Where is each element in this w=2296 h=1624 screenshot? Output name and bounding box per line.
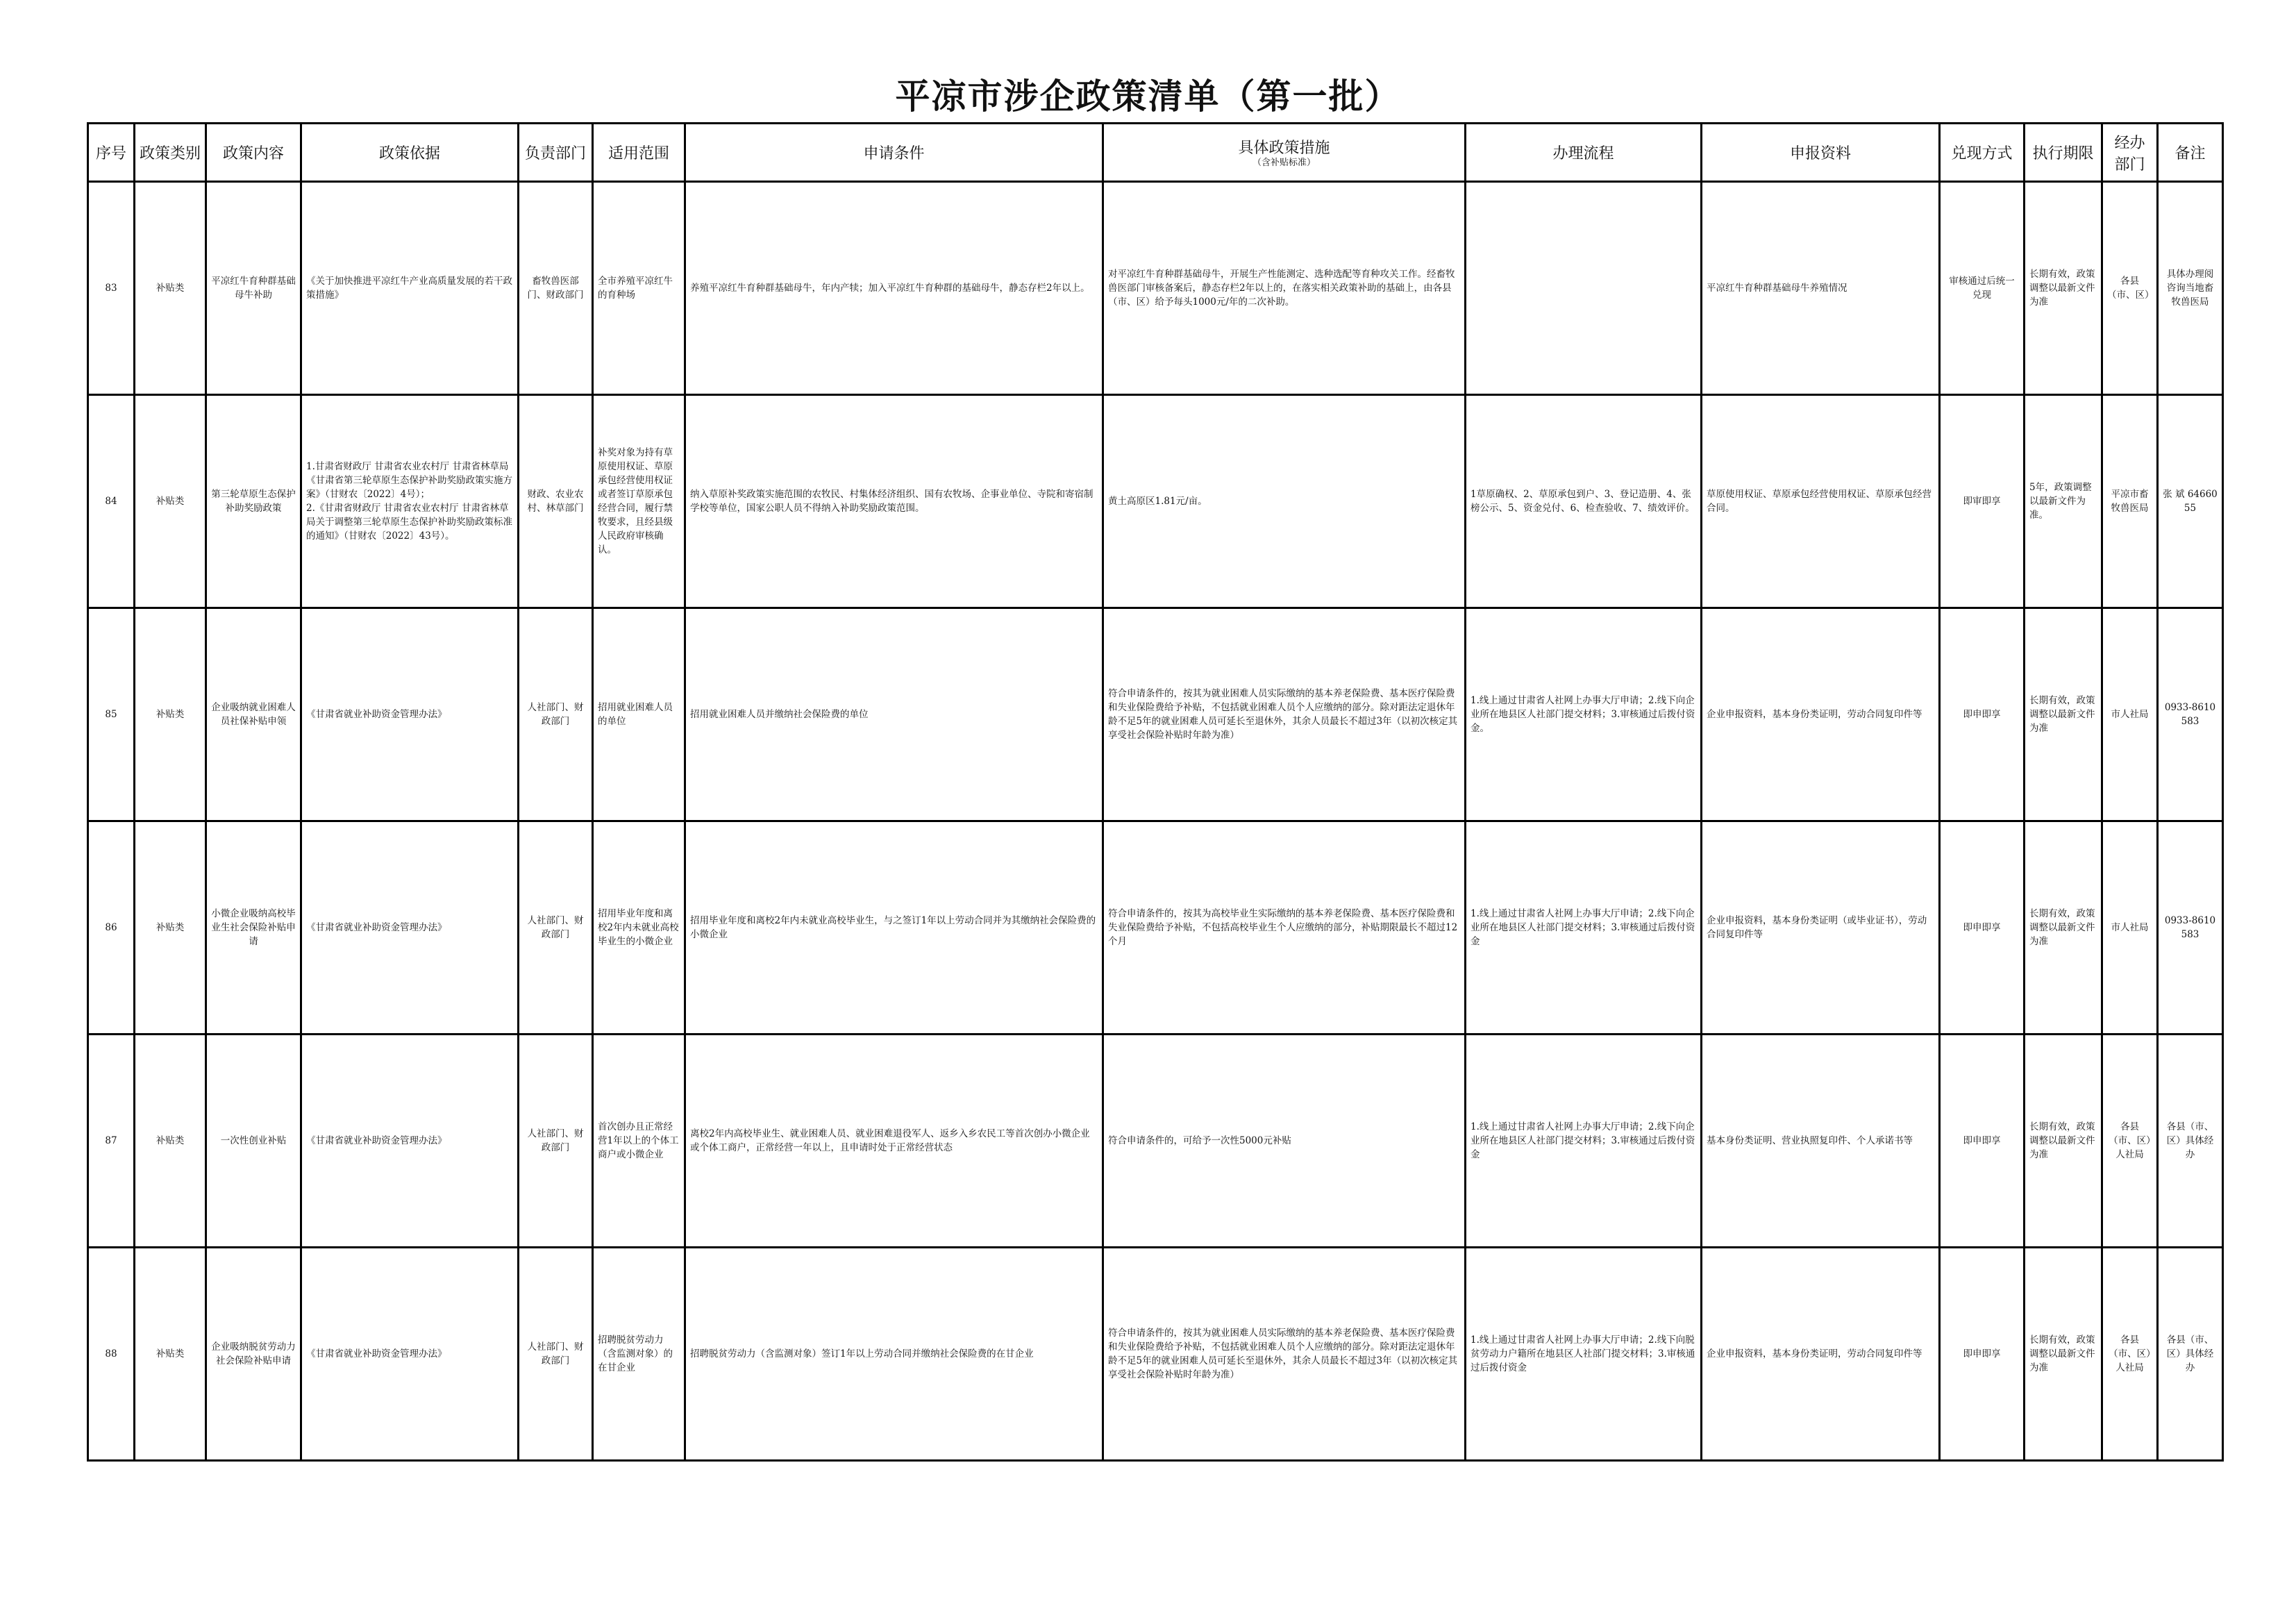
cell-content: 一次性创业补贴 — [206, 1035, 301, 1248]
cell-method: 即申即享 — [1940, 1248, 2025, 1461]
cell-conditions: 招聘脱贫劳动力（含监测对象）签订1年以上劳动合同并缴纳社会保险费的在甘企业 — [685, 1248, 1103, 1461]
cell-content: 企业吸纳就业困难人员社保补贴申领 — [206, 608, 301, 821]
cell-measures: 符合申请条件的，按其为高校毕业生实际缴纳的基本养老保险费、基本医疗保险费和失业保险费给予补贴，不包括高校毕业生个人应缴纳的部分，补贴期限最长不超过12个月 — [1103, 821, 1466, 1035]
cell-category: 补贴类 — [135, 1035, 206, 1248]
header-measures-label: 具体政策措施 — [1238, 140, 1330, 157]
cell-handler: 各县（市、区）人社局 — [2102, 1248, 2158, 1461]
cell-process: 1.线上通过甘肃省人社网上办事大厅申请；2.线下向企业所在地县区人社部门提交材料；3.审核通过后拨付资金。 — [1466, 608, 1702, 821]
cell-process: 1草原确权、2、草原承包到户、3、登记造册、4、张榜公示、5、资金兑付、6、检查验收、7、绩效评价。 — [1466, 395, 1702, 608]
header-materials: 申报资料 — [1702, 124, 1940, 182]
cell-materials: 基本身份类证明、营业执照复印件、个人承诺书等 — [1702, 1035, 1940, 1248]
cell-remark: 具体办理阅咨询当地畜牧兽医局 — [2158, 182, 2223, 395]
cell-category: 补贴类 — [135, 182, 206, 395]
cell-measures: 对平凉红牛育种群基础母牛，开展生产性能测定、选种选配等育种攻关工作。经畜牧兽医部门审核备案后，静态存栏2年以上的，在落实相关政策补助的基础上，由各县（市、区）给予每头1000元/年的二次补助。 — [1103, 182, 1466, 395]
cell-method: 即申即享 — [1940, 821, 2025, 1035]
cell-materials: 企业申报资料，基本身份类证明，劳动合同复印件等 — [1702, 608, 1940, 821]
header-conditions: 申请条件 — [685, 124, 1103, 182]
cell-method: 即申即享 — [1940, 608, 2025, 821]
cell-measures: 黄土高原区1.81元/亩。 — [1103, 395, 1466, 608]
cell-scope: 全市养殖平凉红牛的育种场 — [593, 182, 685, 395]
cell-dept: 畜牧兽医部门、财政部门 — [519, 182, 593, 395]
header-row — [88, 124, 2223, 182]
cell-remark: 各县（市、区）具体经办 — [2158, 1248, 2223, 1461]
cell-content: 企业吸纳脱贫劳动力社会保险补贴申请 — [206, 1248, 301, 1461]
cell-handler: 市人社局 — [2102, 821, 2158, 1035]
cell-seq: 87 — [88, 1035, 135, 1248]
cell-basis: 《甘肃省就业补助资金管理办法》 — [301, 1035, 519, 1248]
cell-measures: 符合申请条件的，按其为就业困难人员实际缴纳的基本养老保险费、基本医疗保险费和失业保险费给予补贴，不包括就业困难人员个人应缴纳的部分。除对距法定退休年龄不足5年的就业困难人员可延长至退休外，其余人员最长不超过3年（以初次核定其享受社会保险补贴时年龄为准） — [1103, 608, 1466, 821]
cell-method: 即申即享 — [1940, 1035, 2025, 1248]
header-category: 政策类别 — [135, 124, 206, 182]
table-row — [88, 182, 2223, 395]
cell-materials: 草原使用权证、草原承包经营使用权证、草原承包经营合同。 — [1702, 395, 1940, 608]
cell-content: 小微企业吸纳高校毕业生社会保险补贴申请 — [206, 821, 301, 1035]
cell-conditions: 招用毕业年度和离校2年内未就业高校毕业生，与之签订1年以上劳动合同并为其缴纳社会保险费的小微企业 — [685, 821, 1103, 1035]
cell-basis: 《甘肃省就业补助资金管理办法》 — [301, 608, 519, 821]
cell-handler: 平凉市畜牧兽医局 — [2102, 395, 2158, 608]
header-remark: 备注 — [2158, 124, 2223, 182]
cell-process: 1.线上通过甘肃省人社网上办事大厅申请；2.线下向企业所在地县区人社部门提交材料；3.审核通过后拨付资金 — [1466, 821, 1702, 1035]
cell-seq: 85 — [88, 608, 135, 821]
cell-handler: 市人社局 — [2102, 608, 2158, 821]
cell-scope: 招聘脱贫劳动力（含监测对象）的在甘企业 — [593, 1248, 685, 1461]
cell-category: 补贴类 — [135, 1248, 206, 1461]
header-basis: 政策依据 — [301, 124, 519, 182]
table-row — [88, 821, 2223, 1035]
header-seq: 序号 — [88, 124, 135, 182]
cell-materials: 平凉红牛育种群基础母牛养殖情况 — [1702, 182, 1940, 395]
cell-dept: 人社部门、财政部门 — [519, 1248, 593, 1461]
cell-measures: 符合申请条件的，可给予一次性5000元补贴 — [1103, 1035, 1466, 1248]
cell-seq: 88 — [88, 1248, 135, 1461]
cell-measures: 符合申请条件的，按其为就业困难人员实际缴纳的基本养老保险费、基本医疗保险费和失业保险费给予补贴，不包括就业困难人员个人应缴纳的部分。除对距法定退休年龄不足5年的就业困难人员可延长至退休外，其余人员最长不超过3年（以初次核定其享受社会保险补贴时年龄为准） — [1103, 1248, 1466, 1461]
cell-period: 5年，政策调整以最新文件为准。 — [2025, 395, 2102, 608]
cell-process: 1.线上通过甘肃省人社网上办事大厅申请；2.线下向企业所在地县区人社部门提交材料；3.审核通过后拨付资金 — [1466, 1035, 1702, 1248]
cell-period: 长期有效，政策调整以最新文件为准 — [2025, 182, 2102, 395]
cell-scope: 招用毕业年度和离校2年内未就业高校毕业生的小微企业 — [593, 821, 685, 1035]
cell-method: 审核通过后统一兑现 — [1940, 182, 2025, 395]
cell-dept: 人社部门、财政部门 — [519, 1035, 593, 1248]
cell-scope: 首次创办且正常经营1年以上的个体工商户或小微企业 — [593, 1035, 685, 1248]
cell-basis: 1.甘肃省财政厅 甘肃省农业农村厅 甘肃省林草局《甘肃省第三轮草原生态保护补助奖励政策实施方案》（甘财农〔2022〕4号）； 2.《甘肃省财政厅 甘肃省农业农村厅 甘肃省林草局关于调整第三轮草原生态保护补助奖励政策标准的通知》（甘财农〔2022〕43号）。 — [301, 395, 519, 608]
table-row — [88, 1248, 2223, 1461]
cell-remark: 张 斌 6466055 — [2158, 395, 2223, 608]
table-row — [88, 608, 2223, 821]
header-content: 政策内容 — [206, 124, 301, 182]
cell-period: 长期有效，政策调整以最新文件为准 — [2025, 1248, 2102, 1461]
header-measures — [1103, 124, 1466, 182]
cell-content: 平凉红牛育种群基础母牛补助 — [206, 182, 301, 395]
cell-period: 长期有效，政策调整以最新文件为准 — [2025, 608, 2102, 821]
cell-handler: 各县（市、区）人社局 — [2102, 1035, 2158, 1248]
cell-conditions: 离校2年内高校毕业生、就业困难人员、就业困难退役军人、返乡入乡农民工等首次创办小微企业或个体工商户，正常经营一年以上，且申请时处于正常经营状态 — [685, 1035, 1103, 1248]
table-row — [88, 395, 2223, 608]
cell-process: 1.线上通过甘肃省人社网上办事大厅申请；2.线下向脱贫劳动力户籍所在地县区人社部门提交材料；3.审核通过后拨付资金 — [1466, 1248, 1702, 1461]
cell-method: 即审即享 — [1940, 395, 2025, 608]
cell-category: 补贴类 — [135, 395, 206, 608]
cell-dept: 财政、农业农村、林草部门 — [519, 395, 593, 608]
cell-dept: 人社部门、财政部门 — [519, 821, 593, 1035]
cell-category: 补贴类 — [135, 608, 206, 821]
table-body — [88, 182, 2223, 1461]
cell-materials: 企业申报资料，基本身份类证明，劳动合同复印件等 — [1702, 1248, 1940, 1461]
cell-materials: 企业申报资料，基本身份类证明（或毕业证书），劳动合同复印件等 — [1702, 821, 1940, 1035]
cell-dept: 人社部门、财政部门 — [519, 608, 593, 821]
cell-category: 补贴类 — [135, 821, 206, 1035]
document-title: 平凉市涉企政策清单（第一批） — [895, 76, 1401, 117]
cell-period: 长期有效，政策调整以最新文件为准 — [2025, 1035, 2102, 1248]
cell-conditions: 养殖平凉红牛育种群基础母牛，年内产犊；加入平凉红牛育种群的基础母牛，静态存栏2年以上。 — [685, 182, 1103, 395]
cell-remark: 各县（市、区）具体经办 — [2158, 1035, 2223, 1248]
cell-conditions: 招用就业困难人员并缴纳社会保险费的单位 — [685, 608, 1103, 821]
header-measures-sub: （含补贴标准） — [1252, 158, 1316, 168]
header-method: 兑现方式 — [1940, 124, 2025, 182]
cell-process — [1466, 182, 1702, 395]
cell-seq: 84 — [88, 395, 135, 608]
cell-conditions: 纳入草原补奖政策实施范围的农牧民、村集体经济组织、国有农牧场、企事业单位、寺院和寄宿制学校等单位，国家公职人员不得纳入补助奖励政策范围。 — [685, 395, 1103, 608]
cell-remark: 0933-8610583 — [2158, 608, 2223, 821]
cell-basis: 《甘肃省就业补助资金管理办法》 — [301, 1248, 519, 1461]
header-period: 执行期限 — [2025, 124, 2102, 182]
header-process: 办理流程 — [1466, 124, 1702, 182]
cell-scope: 补奖对象为持有草原使用权证、草原承包经营使用权证或者签订草原承包经营合同，履行禁牧要求，且经县级人民政府审核确认。 — [593, 395, 685, 608]
table-row — [88, 1035, 2223, 1248]
cell-scope: 招用就业困难人员的单位 — [593, 608, 685, 821]
cell-seq: 83 — [88, 182, 135, 395]
cell-remark: 0933-8610583 — [2158, 821, 2223, 1035]
header-scope: 适用范围 — [593, 124, 685, 182]
cell-handler: 各县（市、区） — [2102, 182, 2158, 395]
policy-table — [87, 122, 2224, 1462]
cell-seq: 86 — [88, 821, 135, 1035]
cell-content: 第三轮草原生态保护补助奖励政策 — [206, 395, 301, 608]
cell-basis: 《关于加快推进平凉红牛产业高质量发展的若干政策措施》 — [301, 182, 519, 395]
cell-basis: 《甘肃省就业补助资金管理办法》 — [301, 821, 519, 1035]
cell-period: 长期有效，政策调整以最新文件为准 — [2025, 821, 2102, 1035]
header-handler: 经办部门 — [2102, 124, 2158, 182]
header-dept: 负责部门 — [519, 124, 593, 182]
